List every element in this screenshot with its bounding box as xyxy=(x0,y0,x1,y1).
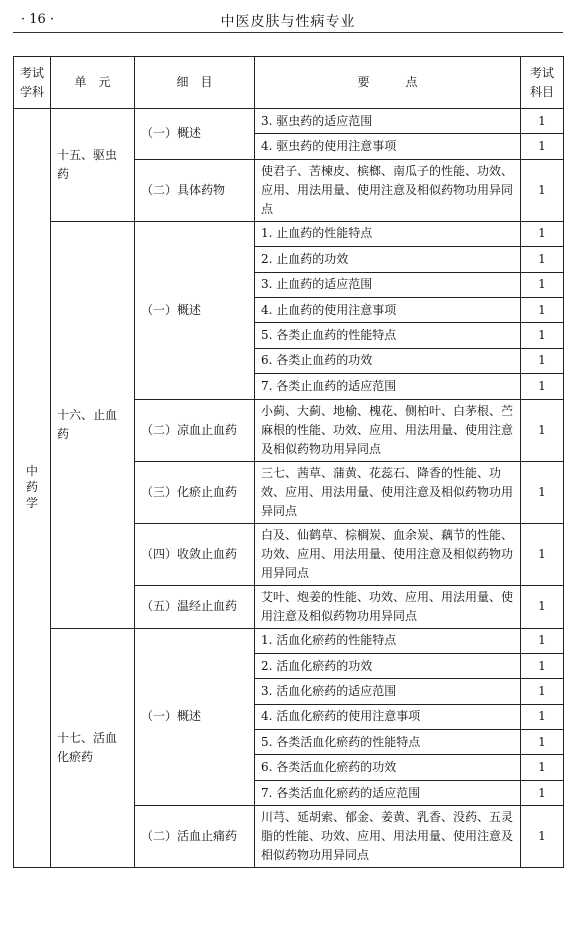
detail-cell: （五）温经止血药 xyxy=(135,585,255,628)
col-header-unit: 单 元 xyxy=(51,57,135,109)
table-row xyxy=(14,109,564,134)
level-cell: 1 xyxy=(521,755,564,780)
level-cell: 1 xyxy=(521,348,564,373)
level-cell: 1 xyxy=(521,323,564,348)
point-cell: 川芎、延胡索、郁金、姜黄、乳香、没药、五灵脂的性能、功效、应用、用法用量、使用注意及相似药物功用异同点 xyxy=(255,806,521,868)
detail-cell: （一）概述 xyxy=(135,221,255,399)
running-title: 中医皮肤与性病专业 xyxy=(220,14,356,30)
detail-cell: （四）收敛止血药 xyxy=(135,523,255,585)
detail-cell: （二）凉血止血药 xyxy=(135,399,255,461)
page-number: · 16 · xyxy=(21,12,55,27)
table-row xyxy=(14,628,564,653)
point-cell: 3. 驱虫药的适应范围 xyxy=(255,109,521,134)
point-cell: 1. 活血化瘀药的性能特点 xyxy=(255,628,521,653)
table-header-row xyxy=(14,57,564,109)
level-cell: 1 xyxy=(521,159,564,221)
level-cell: 1 xyxy=(521,247,564,272)
point-cell: 三七、茜草、蒲黄、花蕊石、降香的性能、功效、应用、用法用量、使用注意及相似药物功用异同点 xyxy=(255,461,521,523)
level-cell: 1 xyxy=(521,134,564,159)
point-cell: 艾叶、炮姜的性能、功效、应用、用法用量、使用注意及相似药物功用异同点 xyxy=(255,585,521,628)
syllabus-table xyxy=(13,56,564,868)
page-header xyxy=(13,8,563,32)
table-row xyxy=(14,221,564,246)
level-cell: 1 xyxy=(521,272,564,297)
level-cell: 1 xyxy=(521,704,564,729)
col-header-point: 要 点 xyxy=(255,57,521,109)
col-header-subject: 考试学科 xyxy=(14,57,51,109)
detail-cell: （二）具体药物 xyxy=(135,159,255,221)
point-cell: 4. 止血药的使用注意事项 xyxy=(255,297,521,322)
header-rule xyxy=(13,32,563,33)
point-cell: 使君子、苦楝皮、槟榔、南瓜子的性能、功效、应用、用法用量、使用注意及相似药物功用异同点 xyxy=(255,159,521,221)
level-cell: 1 xyxy=(521,523,564,585)
detail-cell: （一）概述 xyxy=(135,109,255,160)
level-cell: 1 xyxy=(521,461,564,523)
table-body xyxy=(14,109,564,868)
point-cell: 2. 止血药的功效 xyxy=(255,247,521,272)
subject-cell: 中药学 xyxy=(14,109,51,868)
detail-cell: （一）概述 xyxy=(135,628,255,806)
detail-cell: （三）化瘀止血药 xyxy=(135,461,255,523)
point-cell: 6. 各类止血药的功效 xyxy=(255,348,521,373)
level-cell: 1 xyxy=(521,109,564,134)
unit-cell: 十七、活血化瘀药 xyxy=(51,628,135,868)
level-cell: 1 xyxy=(521,221,564,246)
level-cell: 1 xyxy=(521,297,564,322)
unit-cell: 十六、止血药 xyxy=(51,221,135,628)
level-cell: 1 xyxy=(521,806,564,868)
point-cell: 小蓟、大蓟、地榆、槐花、侧柏叶、白茅根、苎麻根的性能、功效、应用、用法用量、使用注意及相似药物功用异同点 xyxy=(255,399,521,461)
level-cell: 1 xyxy=(521,585,564,628)
point-cell: 6. 各类活血化瘀药的功效 xyxy=(255,755,521,780)
point-cell: 白及、仙鹤草、棕榈炭、血余炭、藕节的性能、功效、应用、用法用量、使用注意及相似药物功用异同点 xyxy=(255,523,521,585)
point-cell: 4. 活血化瘀药的使用注意事项 xyxy=(255,704,521,729)
point-cell: 2. 活血化瘀药的功效 xyxy=(255,653,521,678)
detail-cell: （二）活血止痛药 xyxy=(135,806,255,868)
col-header-detail: 细 目 xyxy=(135,57,255,109)
point-cell: 4. 驱虫药的使用注意事项 xyxy=(255,134,521,159)
point-cell: 3. 活血化瘀药的适应范围 xyxy=(255,679,521,704)
unit-cell: 十五、驱虫药 xyxy=(51,109,135,222)
point-cell: 7. 各类止血药的适应范围 xyxy=(255,374,521,399)
level-cell: 1 xyxy=(521,679,564,704)
point-cell: 3. 止血药的适应范围 xyxy=(255,272,521,297)
level-cell: 1 xyxy=(521,730,564,755)
level-cell: 1 xyxy=(521,374,564,399)
point-cell: 5. 各类活血化瘀药的性能特点 xyxy=(255,730,521,755)
level-cell: 1 xyxy=(521,653,564,678)
point-cell: 1. 止血药的性能特点 xyxy=(255,221,521,246)
level-cell: 1 xyxy=(521,628,564,653)
col-header-level: 考试科目 xyxy=(521,57,564,109)
level-cell: 1 xyxy=(521,399,564,461)
point-cell: 5. 各类止血药的性能特点 xyxy=(255,323,521,348)
point-cell: 7. 各类活血化瘀药的适应范围 xyxy=(255,780,521,805)
level-cell: 1 xyxy=(521,780,564,805)
